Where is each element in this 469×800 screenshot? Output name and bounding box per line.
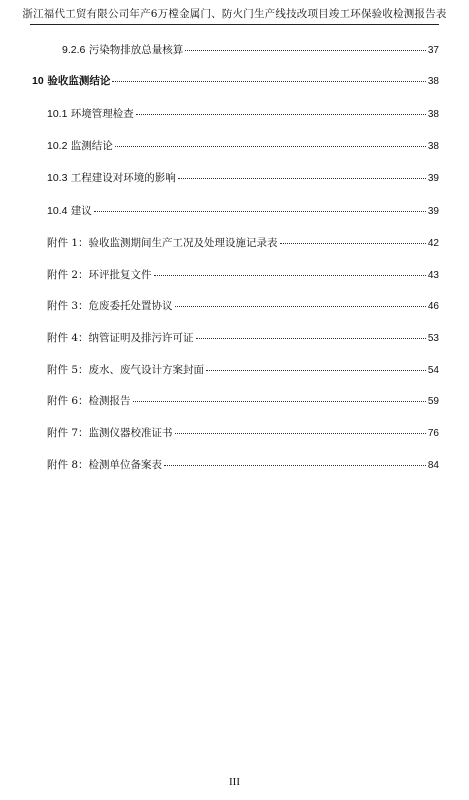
toc-leader xyxy=(133,400,426,402)
toc-entry-label: 附件 1：验收监测期间生产工况及处理设施记录表 xyxy=(47,237,278,249)
toc-leader xyxy=(280,242,426,244)
toc-entry[interactable] xyxy=(47,457,439,472)
toc-entry-label: 10.3 工程建设对环境的影响 xyxy=(47,172,176,184)
toc-entry-label: 10 验收监测结论 xyxy=(32,75,111,87)
toc-entry-label: 附件 5：废水、废气设计方案封面 xyxy=(47,364,205,376)
page-header: 浙江福代工贸有限公司年产6万樘金属门、防火门生产线技改项目竣工环保验收检测报告表 xyxy=(22,8,447,20)
toc-entry[interactable] xyxy=(47,235,439,250)
toc-leader xyxy=(136,113,426,115)
toc-entry-label: 附件 8：检测单位备案表 xyxy=(47,459,163,471)
toc-page-number: 42 xyxy=(427,238,439,249)
toc-page-number: 37 xyxy=(427,45,439,56)
toc-entry[interactable] xyxy=(47,138,439,153)
toc-page-number: 38 xyxy=(427,76,439,87)
toc-leader xyxy=(178,177,426,179)
toc-entry[interactable] xyxy=(47,298,439,313)
toc-leader xyxy=(185,49,426,51)
toc-entry-label: 9.2.6 污染物排放总量核算 xyxy=(62,44,184,56)
toc-page-number: 84 xyxy=(427,460,439,471)
toc-page-number: 39 xyxy=(427,206,439,217)
toc-leader xyxy=(206,369,426,371)
toc-leader xyxy=(112,80,426,82)
toc-leader xyxy=(154,274,426,276)
toc-entry[interactable] xyxy=(32,73,439,88)
toc-page-number: 38 xyxy=(427,109,439,120)
toc-page-number: 46 xyxy=(427,301,439,312)
toc-page-number: 76 xyxy=(427,428,439,439)
toc-page-number: 39 xyxy=(427,173,439,184)
toc-entry[interactable] xyxy=(47,203,439,218)
toc-entry-label: 附件 4：纳管证明及排污许可证 xyxy=(47,332,194,344)
toc-leader xyxy=(164,464,426,466)
toc-entry-label: 附件 3：危废委托处置协议 xyxy=(47,300,173,312)
toc-entry-label: 10.2 监测结论 xyxy=(47,140,113,152)
toc-entry-label: 附件 7：监测仪器校准证书 xyxy=(47,427,173,439)
toc-page-number: 54 xyxy=(427,365,439,376)
toc-page-number: 53 xyxy=(427,333,439,344)
toc-leader xyxy=(196,337,426,339)
toc-leader xyxy=(175,305,426,307)
toc-page-number: 59 xyxy=(427,396,439,407)
toc-entry[interactable] xyxy=(47,267,439,282)
toc-entry-label: 10.1 环境管理检查 xyxy=(47,108,134,120)
toc-entry[interactable] xyxy=(47,330,439,345)
toc-entry[interactable] xyxy=(62,42,439,57)
toc-entry-label: 附件 2：环评批复文件 xyxy=(47,269,152,281)
toc-leader xyxy=(175,432,426,434)
toc-entry[interactable] xyxy=(47,425,439,440)
toc-entry[interactable] xyxy=(47,393,439,408)
toc-page-number: 38 xyxy=(427,141,439,152)
toc-entry[interactable] xyxy=(47,362,439,377)
toc-entry[interactable] xyxy=(47,170,439,185)
toc-leader xyxy=(94,210,426,212)
toc-leader xyxy=(115,145,426,147)
toc-entry-label: 附件 6：检测报告 xyxy=(47,395,131,407)
page-number-footer: III xyxy=(229,776,240,788)
toc-page-number: 43 xyxy=(427,270,439,281)
toc-entry-label: 10.4 建议 xyxy=(47,205,92,217)
toc-entry[interactable] xyxy=(47,106,439,121)
header-divider xyxy=(30,24,439,25)
